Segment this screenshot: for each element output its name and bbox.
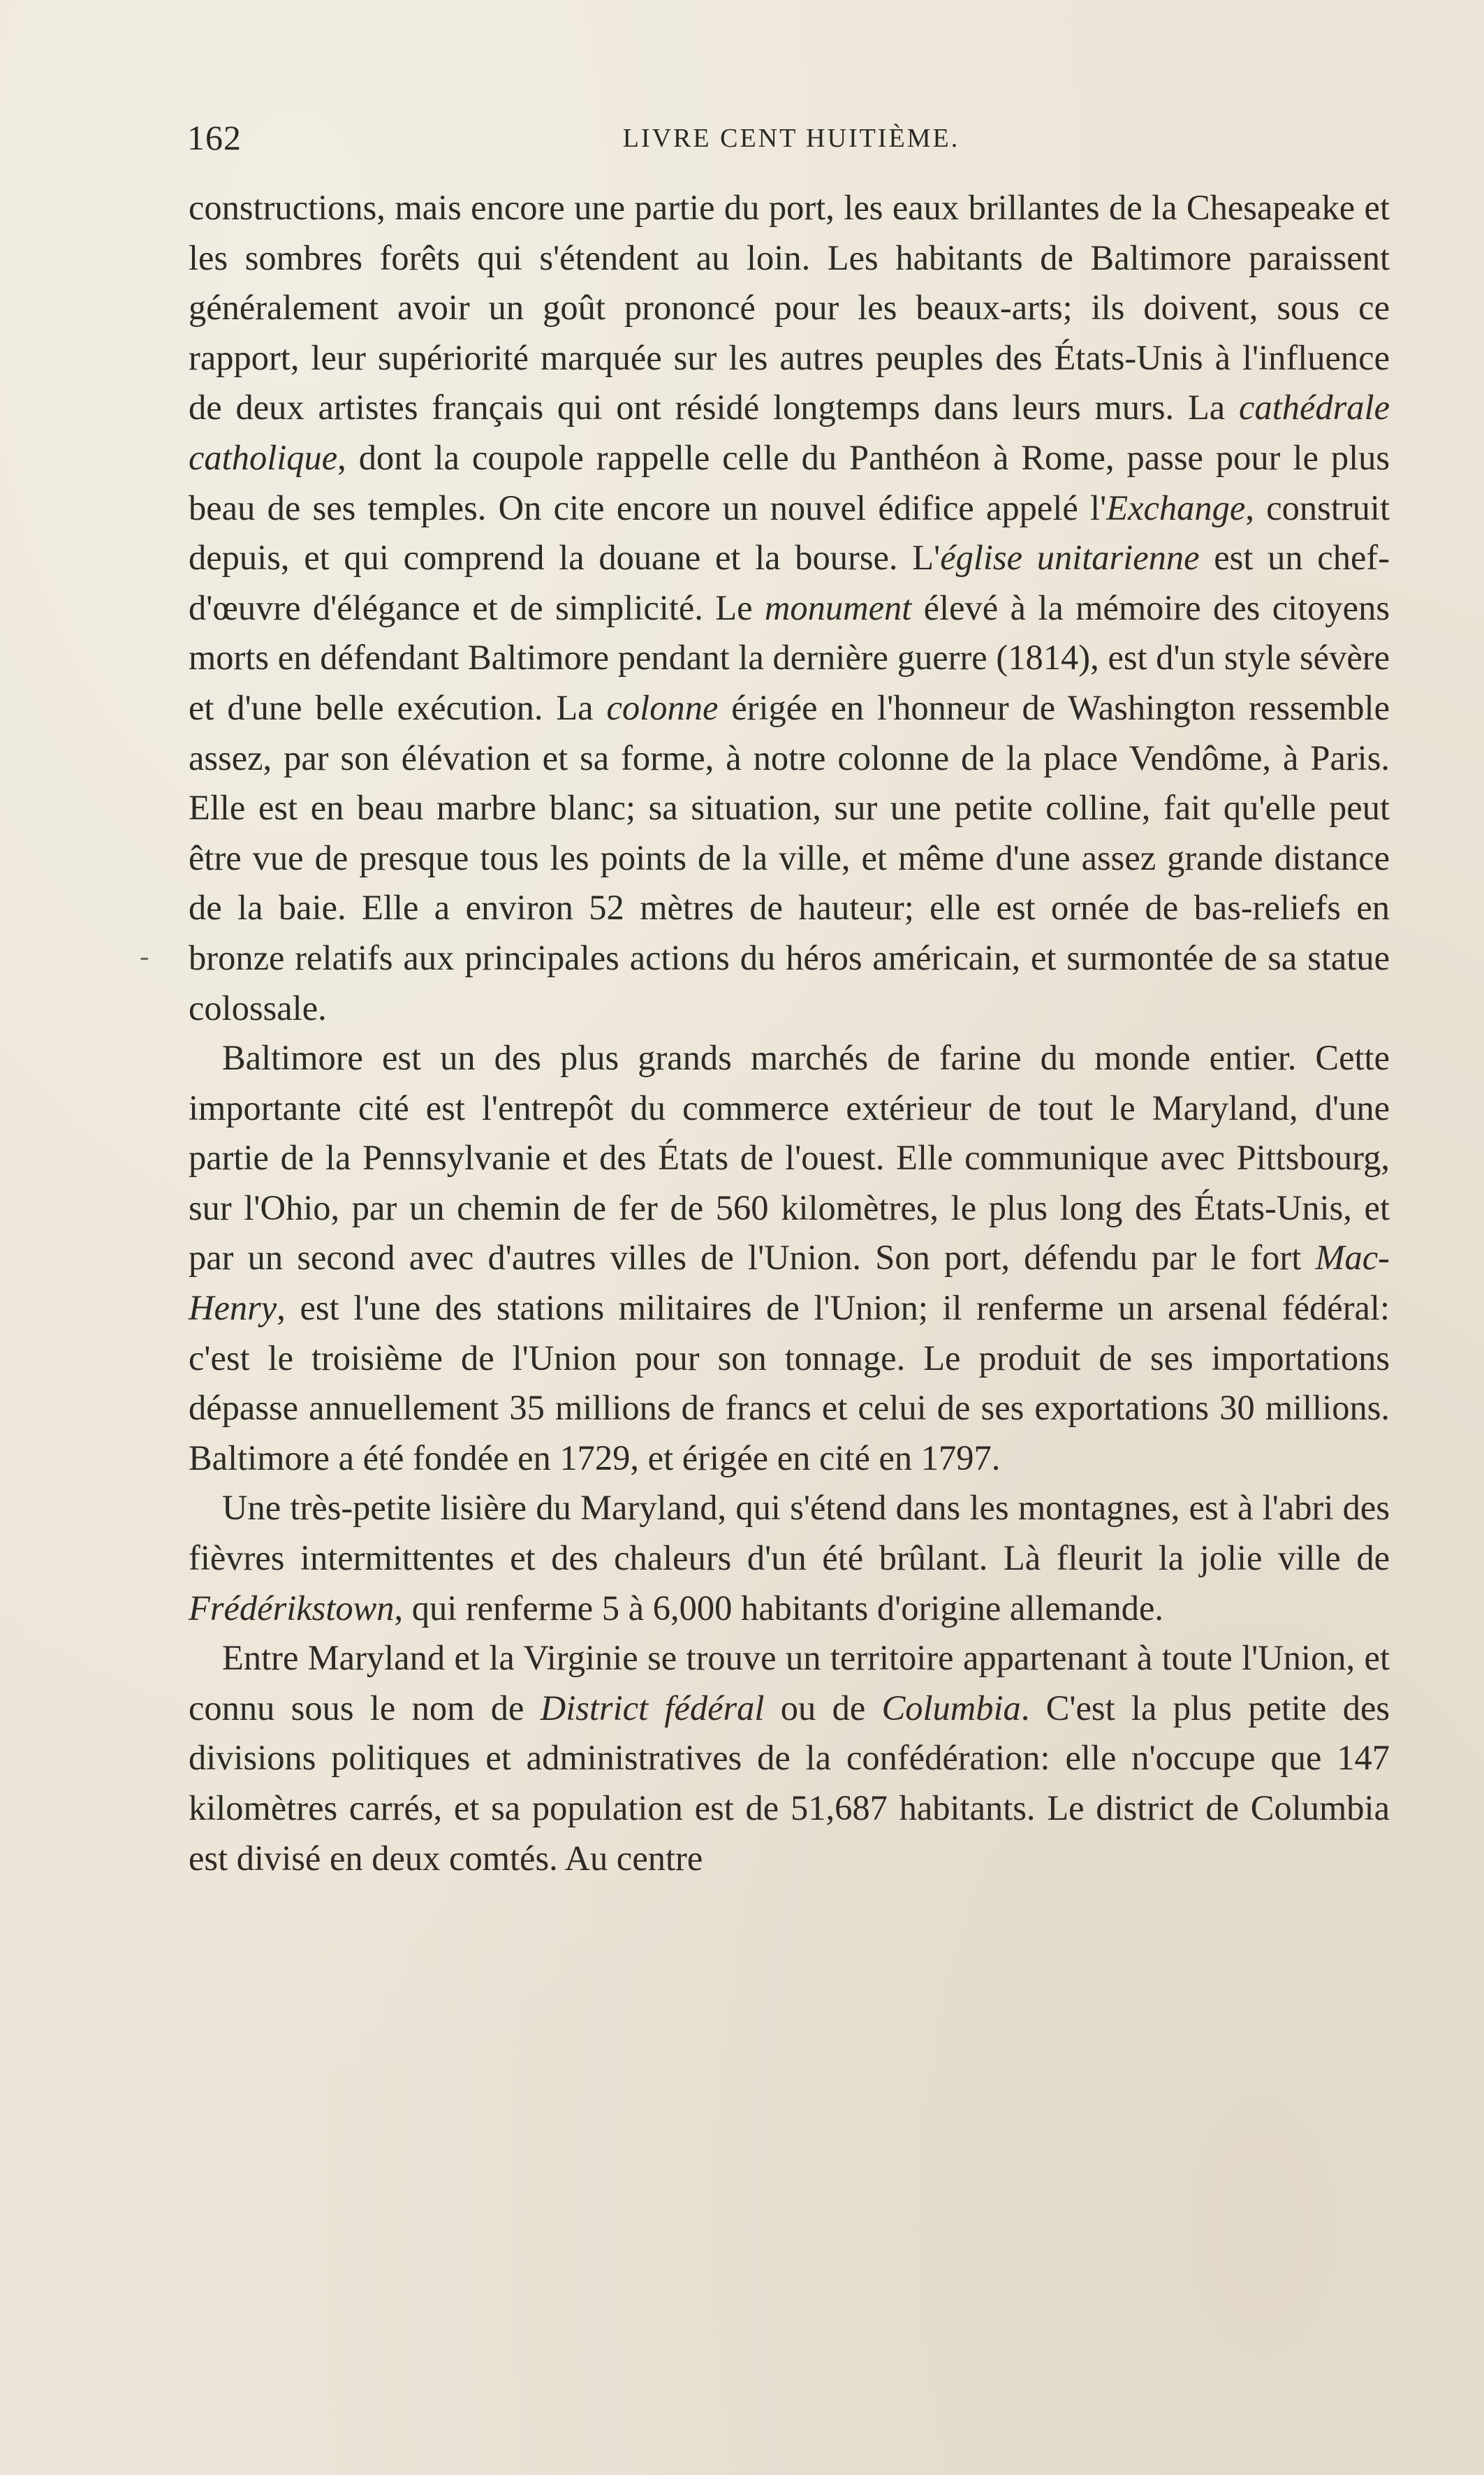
italic-term: église unitarienne xyxy=(940,538,1200,578)
page-header xyxy=(187,117,1395,166)
italic-term: monument xyxy=(764,587,912,627)
italic-term: colonne xyxy=(606,687,719,727)
margin-mark: - xyxy=(140,940,149,972)
italic-term: Frédérikstown xyxy=(189,1588,395,1628)
italic-term: cathédrale catholique xyxy=(189,388,1390,477)
page-number: 162 xyxy=(187,118,242,157)
italic-term: Mac-Henry xyxy=(189,1238,1390,1328)
running-head: LIVRE CENT HUITIÈME. xyxy=(622,124,960,153)
paragraph-district-columbia: Entre Maryland et la Virginie se trouve un territoire appartenant à toute l'Union, et connu sous le nom de District fédéral ou de Columbia. C'est la plus petite des divisions politiques et administratives de la confédération: elle n'occupe que 147 kilomètres carrés, et sa population est de 51,687 habitants. Le district de Columbia est divisé en deux comtés. Au centre xyxy=(189,1638,1390,1878)
paragraph-baltimore-commerce: Baltimore est un des plus grands marchés de farine du monde entier. Cette importante cité est l'entrepôt du commerce extérieur de tout le Maryland, d'une partie de la Pennsylvanie et des États de l'ouest. Elle communique avec Pittsbourg, sur l'Ohio, par un chemin de fer de 560 kilomètres, le plus long des États-Unis, et par un second avec d'autres villes de l'Union. Son port, défendu par le fort Mac-Henry, est l'une des stations militaires de l'Union; il renferme un arsenal fédéral: c'est le troisième de l'Union pour son tonnage. Le produit de ses importations dépasse annuellement 35 millions de francs et celui de ses exportations 30 millions. Baltimore a été fondée en 1729, et érigée en cité en 1797. xyxy=(189,1038,1390,1477)
italic-term: District fédéral xyxy=(540,1688,765,1728)
italic-term: Exchange xyxy=(1106,488,1246,527)
body-text xyxy=(189,183,1390,1883)
italic-term: Columbia xyxy=(881,1688,1021,1728)
paragraph-baltimore-monuments: constructions, mais encore une partie du port, les eaux brillantes de la Chesapeake et les sombres forêts qui s'étendent au loin. Les habitants de Baltimore paraissent généralement avoir un goût prononcé pour les beaux-arts; ils doivent, sous ce rapport, leur supériorité marquée sur les autres peuples des États-Unis à l'influence de deux artistes français qui ont résidé longtemps dans leurs murs. La cathédrale catholique, dont la coupole rappelle celle du Panthéon à Rome, passe pour le plus beau de ses temples. On cite encore un nouvel édifice appelé l'Exchange, construit depuis, et qui comprend la douane et la bourse. L'église unitarienne est un chef-d'œuvre d'élégance et de simplicité. Le monument élevé à la mémoire des citoyens morts en défendant Baltimore pendant la dernière guerre (1814), est d'un style sévère et d'une belle exécution. La colonne érigée en l'honneur de Washington ressemble assez, par son élévation et sa forme, à notre colonne de la place Vendôme, à Paris. Elle est en beau marbre blanc; sa situation, sur une petite colline, fait qu'elle peut être vue de presque tous les points de la ville, et même d'une assez grande distance de la baie. Elle a environ 52 mètres de hauteur; elle est ornée de bas-reliefs en bronze relatifs aux principales actions du héros américain, et surmontée de sa statue colossale. xyxy=(189,188,1390,1028)
paragraph-frederikstown: Une très-petite lisière du Maryland, qui s'étend dans les montagnes, est à l'abri des fièvres intermittentes et des chaleurs d'un été brûlant. Là fleurit la jolie ville de Frédérikstown, qui renferme 5 à 6,000 habitants d'origine allemande. xyxy=(189,1488,1390,1628)
